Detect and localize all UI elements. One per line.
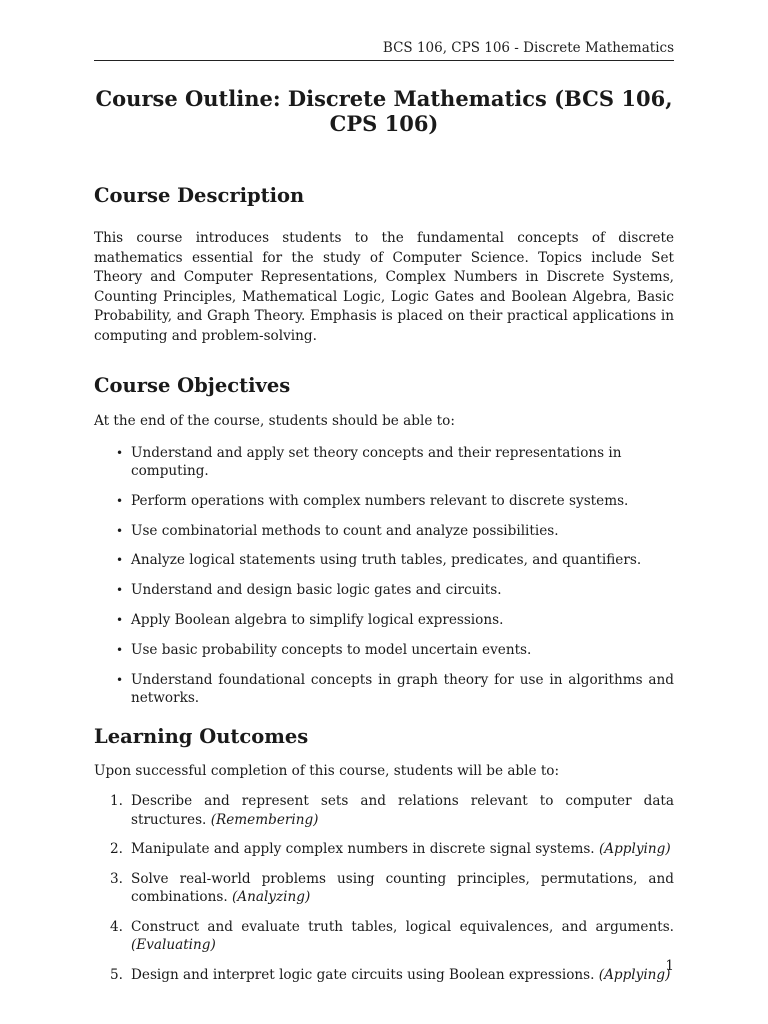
list-item: • Analyze logical statements using truth tables, predicates, and quantifiers. bbox=[116, 552, 642, 569]
running-header: BCS 106, CPS 106 - Discrete Mathematics bbox=[382, 40, 674, 56]
bloom-level: (Applying) bbox=[598, 966, 671, 983]
list-item: 5. Design and interpret logic gate circuits using Boolean expressions. (Applying) bbox=[110, 966, 671, 983]
header-rule bbox=[94, 60, 674, 61]
description-paragraph: This course introduces students to the fundamental concepts of discrete mathematics essential for the study of Computer Science. Topics include Set Theory and Computer Representations, Complex Numbers in Discrete Systems, Counting Principles, Mathematical Logic, Logic Gates and Boolean Algebra, Basic Probability, and Graph Theory. Emphasis is placed on their practical applications in computing and problem-solving. bbox=[94, 230, 674, 344]
bullet-icon: • bbox=[116, 612, 124, 627]
list-item: 4. Construct and evaluate truth tables, logical equivalences, and arguments. (Evaluating) bbox=[110, 918, 674, 954]
section-heading-description: Course Description bbox=[94, 184, 305, 207]
bullet-icon: • bbox=[116, 553, 124, 568]
main-content bbox=[94, 183, 674, 995]
bullet-icon: • bbox=[116, 642, 124, 657]
bullet-icon: • bbox=[116, 583, 124, 598]
list-item: • Understand and apply set theory concepts and their representations in computing. bbox=[116, 444, 622, 479]
bullet-icon: • bbox=[116, 523, 124, 538]
section-heading-outcomes: Learning Outcomes bbox=[94, 724, 309, 748]
bloom-level: (Evaluating) bbox=[131, 937, 216, 954]
list-item: • Apply Boolean algebra to simplify logical expressions. bbox=[116, 611, 504, 628]
bloom-level: (Analyzing) bbox=[231, 889, 311, 906]
list-item: 2. Manipulate and apply complex numbers in discrete signal systems. (Applying) bbox=[110, 841, 671, 858]
title-line-2: CPS 106) bbox=[329, 111, 439, 136]
page-number: 1 bbox=[665, 958, 674, 974]
outcomes-list bbox=[94, 792, 674, 984]
list-item: • Use combinatorial methods to count and analyze possibilities. bbox=[116, 522, 559, 539]
document-title bbox=[94, 86, 674, 136]
list-item: • Understand foundational concepts in graph theory for use in algorithms and networks. bbox=[116, 671, 674, 707]
bullet-icon: • bbox=[116, 493, 124, 508]
section-heading-objectives: Course Objectives bbox=[94, 374, 291, 397]
objectives-intro: At the end of the course, students should be able to: bbox=[94, 413, 455, 429]
title-line-1: Course Outline: Discrete Mathematics (BCS 106, bbox=[95, 86, 673, 111]
bullet-icon: • bbox=[116, 672, 124, 687]
list-item: • Perform operations with complex numbers relevant to discrete systems. bbox=[116, 492, 629, 509]
list-item: 3. Solve real-world problems using counting principles, permutations, and combinations. (Analyzing) bbox=[110, 870, 674, 906]
bullet-icon: • bbox=[116, 445, 124, 460]
list-item: • Use basic probability concepts to model uncertain events. bbox=[116, 641, 532, 658]
list-item: 1. Describe and represent sets and relations relevant to computer data structures. (Remembering) bbox=[110, 793, 674, 828]
outcomes-intro: Upon successful completion of this course, students will be able to: bbox=[94, 762, 560, 779]
bloom-level: (Applying) bbox=[598, 841, 671, 858]
objectives-list bbox=[94, 444, 674, 708]
list-item: • Understand and design basic logic gates and circuits. bbox=[116, 582, 502, 599]
bloom-level: (Remembering) bbox=[210, 811, 319, 828]
